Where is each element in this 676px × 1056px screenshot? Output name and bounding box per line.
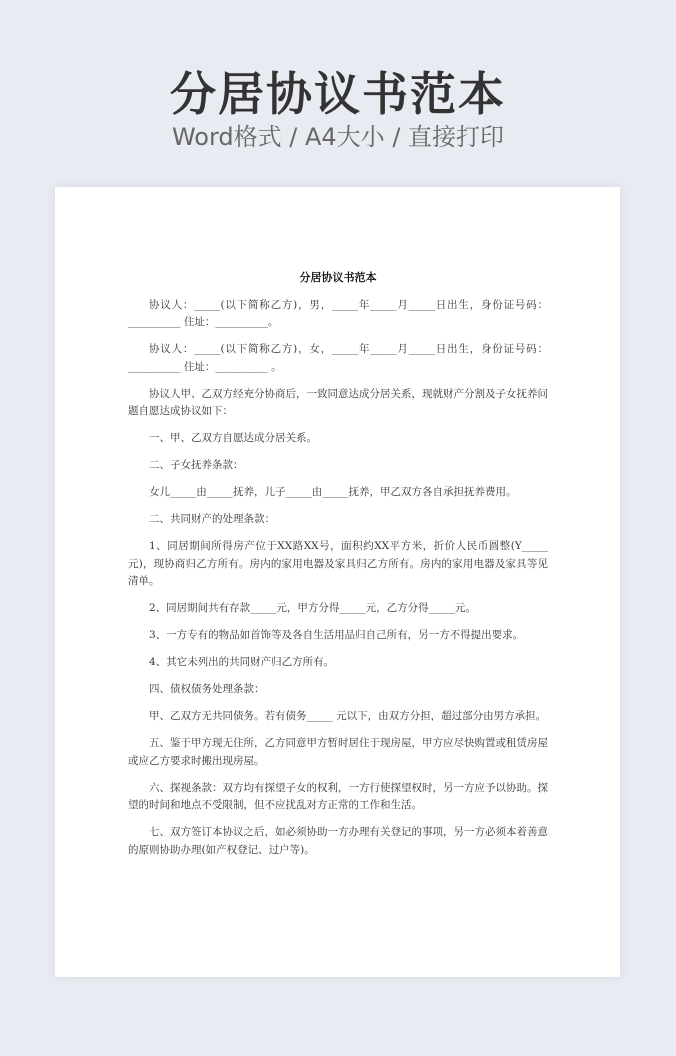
clause-6: 六、探视条款：双方均有探望子女的权利，一方行使探望权时，另一方应予以协助。探望的时间和地点不受限制，但不应扰乱对方正常的工作和生活。 xyxy=(128,781,548,811)
document-page xyxy=(55,187,620,977)
paragraph-party-2: 协议人：_____(以下简称乙方)，女，_____年_____月_____日出生，身份证号码：__________ 住址：__________ 。 xyxy=(128,343,548,373)
clause-5: 五、鉴于甲方现无住所，乙方同意甲方暂时居住于现房屋，甲方应尽快购置或租赁房屋或应乙方要求时搬出现房屋。 xyxy=(128,737,548,767)
clause-3-heading: 二、共同财产的处理条款： xyxy=(149,513,275,525)
clause-1: 一、甲、乙双方自愿达成分居关系。 xyxy=(149,432,317,444)
hero-subtitle: Word格式 / A4大小 / 直接打印 xyxy=(171,123,505,151)
paragraph-intro: 协议人甲、乙双方经充分协商后，一致同意达成分居关系，现就财产分割及子女抚养问题自愿达成协议如下： xyxy=(128,387,548,417)
clause-7: 七、双方签订本协议之后，如必须协助一方办理有关登记的事项，另一方必须本着善意的原则协助办理(如产权登记、过户等)。 xyxy=(128,826,548,856)
clause-3-item-4: 4、其它未列出的共同财产归乙方所有。 xyxy=(149,656,335,668)
document-body xyxy=(128,269,548,869)
clause-4-heading: 四、债权债务处理条款： xyxy=(149,683,265,695)
hero-title: 分居协议书范本 xyxy=(170,67,506,121)
clause-3-item-2: 2、同居期间共有存款_____元，甲方分得_____元，乙方分得_____元。 xyxy=(149,602,476,614)
paragraph-party-1: 协议人：_____(以下简称乙方)，男，_____年_____月_____日出生，身份证号码：__________ 住址：__________。 xyxy=(128,298,548,328)
clause-2-heading: 二、子女抚养条款： xyxy=(149,459,244,471)
clause-3-item-3: 3、一方专有的物品如首饰等及各自生活用品归自己所有，另一方不得提出要求。 xyxy=(149,629,524,641)
clause-4-body: 甲、乙双方无共同债务。若有债务_____ 元以下，由双方分担，超过部分由男方承担。 xyxy=(149,710,547,722)
clause-3-item-1: 1、同居期间所得房产位于XX路XX号，面积约XX平方米，折价人民币圆整(Y_____元)，现协商归乙方所有。房内的家用电器及家具归乙方所有。房内的家用电器及家具等见清单。 xyxy=(128,540,548,587)
clause-2-body: 女儿_____由_____抚养，儿子_____由_____抚养，甲乙双方各自承担抚养费用。 xyxy=(149,486,517,498)
document-title: 分居协议书范本 xyxy=(299,271,377,284)
